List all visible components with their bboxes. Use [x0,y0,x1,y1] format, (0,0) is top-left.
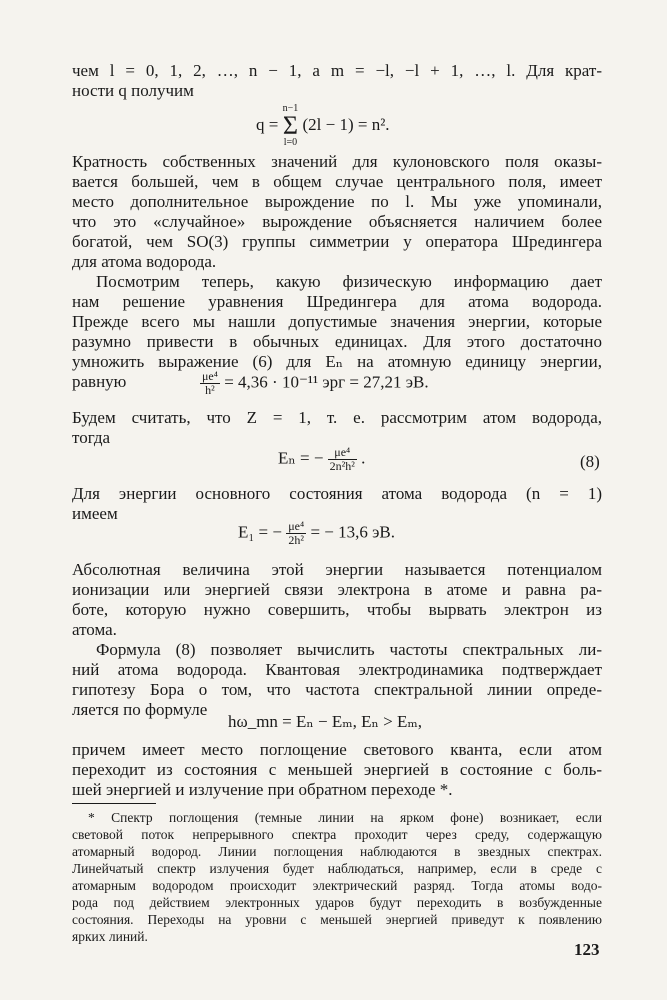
footnote-line: световой поток непрерывного спектра проходит через среду, содержащую [72,827,602,842]
footnote-line: ярких линий. [72,929,148,944]
text-line: умножить выражение (6) для Eₙ на атомную единицу энергии, [72,352,602,371]
text-line: тогда [72,428,111,447]
footnote-line: атомарным водородом происходит электрический разряд. Тогда атомы водо- [72,878,602,893]
text-line: атома. [72,620,117,639]
fraction [200,370,220,397]
footnote-divider [72,803,156,804]
text-line: Будем считать, что Z = 1, т. е. рассмотрим атом водорода, [72,408,602,427]
footnote-line: состояния. Переходы на уровни с меньшей энергией приведут к появлению [72,912,602,927]
page-number: 123 [574,940,600,959]
sum-lower-limit: l=0 [283,137,298,148]
text-line: ляется по формуле [72,700,208,719]
text-line: Посмотрим теперь, какую физическую информацию дает [96,272,602,291]
text-line: Формула (8) позволяет вычислить частоты спектральных ли- [96,640,602,659]
denominator: 2h² [288,533,305,547]
formula-atomic-unit [200,370,429,397]
formula-ground-state [238,520,395,547]
text-line: боте, которую нужно совершить, чтобы вырвать электрон из [72,600,602,619]
formula-bohr-frequency: hω_mn = Eₙ − Eₘ, Eₙ > Eₘ, [228,712,423,731]
denominator: h² [205,383,215,397]
fraction [286,520,306,547]
text-line: вается большей, чем в общем случае центрального поля, имеет [72,172,602,191]
numerator: μe⁴ [328,446,357,460]
text-line: чем l = 0, 1, 2, …, n − 1, а m = −l, −l + 1, …, l. Для крат- [72,61,602,80]
text-line: Для энергии основного состояния атома водорода (n = 1) [72,484,602,503]
sum-symbol [283,104,299,148]
text-line: имеем [72,504,118,523]
denominator: 2n²h² [329,459,355,473]
footnote-line: рода под действием электронных ударов будут переходить в возбужденные [72,895,602,910]
text-line: шей энергией и излучение при обратном переходе *. [72,780,453,799]
equation-number: (8) [580,452,600,471]
formula-rhs: (2l − 1) = n². [302,114,390,134]
text-line: нам решение уравнения Шредингера для атома водорода. [72,292,602,311]
text-line: богатой, чем SO(3) группы симметрии у оператора Шредингера [72,232,602,251]
formula-energy-levels [278,446,365,473]
text-line: гипотезу Бора о том, что частота спектральной линии опреде- [72,680,602,699]
footnote-line: Линейчатый спектр излучения будет наблюдаться, например, если в среде с [72,861,602,876]
formula-lhs: Eₙ = − [278,448,324,468]
fraction [328,446,357,473]
text-line: место дополнительное вырождение по l. Мы уже упоминали, [72,192,602,211]
text-line: что это «случайное» вырождение объясняется наличием более [72,212,602,231]
text-line: причем имеет место поглощение светового кванта, если атом [72,740,602,759]
formula-tail: . [361,448,366,468]
text-line: Абсолютная величина этой энергии называется потенциалом [72,560,602,579]
footnote-line: * Спектр поглощения (темные линии на ярком фоне) возникает, если [88,810,602,825]
sigma-icon: Σ [282,111,298,140]
text-line: Кратность собственных значений для кулоновского поля оказы- [72,152,602,171]
footnote-line: атомарный водород. Линии поглощения наблюдаются в звездных спектрах. [72,844,602,859]
text-line: ний атома водорода. Квантовая электродинамика подтверждает [72,660,602,679]
text-line: разумно привести в обычных единицах. Для этого достаточно [72,332,602,351]
text-line: Прежде всего мы нашли допустимые значения энергии, которые [72,312,602,331]
numerator: μe⁴ [202,369,218,383]
formula-rhs: = 4,36 · 10⁻¹¹ эрг = 27,21 эВ. [224,372,429,392]
text-line: для атома водорода. [72,252,217,271]
formula-rhs: = − 13,6 эВ. [310,522,396,542]
text-line: равную [72,372,127,391]
sum-upper-limit: n−1 [282,103,299,114]
formula-lhs: q = [256,114,279,134]
text-line: переходит из состояния с меньшей энергией в состояние с боль- [72,760,602,779]
text-line: ионизации или энергией связи электрона в атоме и равна ра- [72,580,602,599]
formula-multiplicity [256,104,390,148]
text-line: ности q получим [72,81,194,100]
formula-lhs: E₁ = − [238,522,282,542]
numerator: μe⁴ [288,519,305,533]
